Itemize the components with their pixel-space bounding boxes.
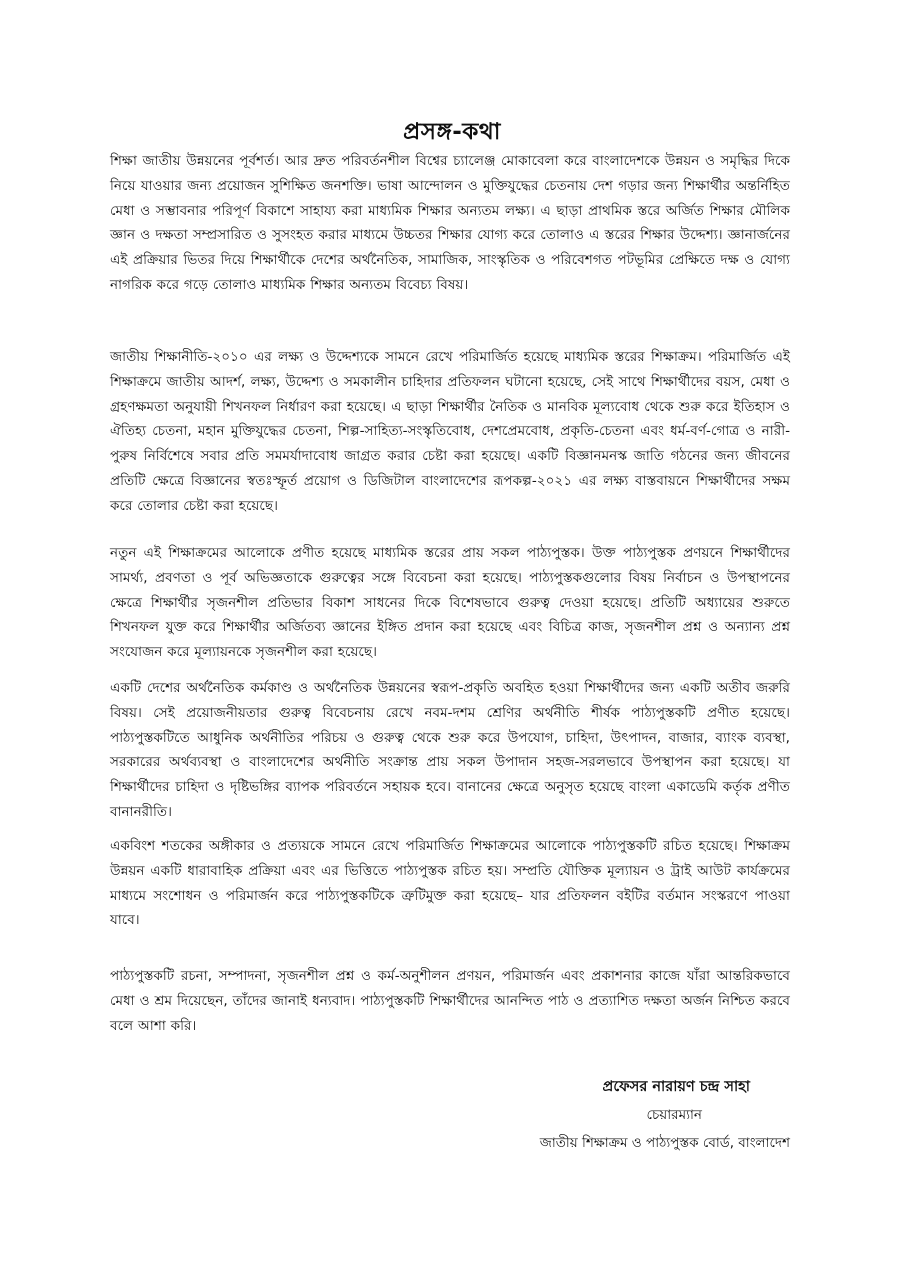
paragraph: শিক্ষা জাতীয় উন্নয়নের পূর্বশর্ত। আর দ্রুত পরিবর্তনশীল বিশ্বের চ্যালেঞ্জ মোকাবেলা করে বাংলাদেশকে উন্নয়ন ও সমৃদ্ধির দিকে নিয়ে যাওয়ার জন্য প্রয়োজন সুশিক্ষিত জনশক্তি। ভাষা আন্দোলন ও মুক্তিযুদ্ধের চেতনায় দেশ গড়ার জন্য শিক্ষার্থীর অন্তর্নিহিত মেধা ও সম্ভাবনার পরিপূর্ণ বিকাশে সাহায্য করা মাধ্যমিক শিক্ষার অন্যতম লক্ষ্য। এ ছাড়া প্রাথমিক স্তরে অর্জিত শিক্ষার মৌলিক জ্ঞান ও দক্ষতা সম্প্রসারিত ও সুসংহত করার মাধ্যমে উচ্চতর শিক্ষার যোগ্য করে তোলাও এ স্তরের শিক্ষার উদ্দেশ্য। জ্ঞানার্জনের এই প্রক্রিয়ার ভিতর দিয়ে শিক্ষার্থীকে দেশের অর্থনৈতিক, সামাজিক, সাংস্কৃতিক ও পরিবেশগত পটভূমির প্রেক্ষিতে দক্ষ ও যোগ্য নাগরিক করে গড়ে তোলাও মাধ্যমিক শিক্ষার অন্যতম বিবেচ্য বিষয়।	[110, 153, 790, 293]
signatory-role: চেয়ারম্যান	[646, 1107, 702, 1123]
page-title: প্রসঙ্গ-কথা	[403, 119, 501, 145]
paragraph: পাঠ্যপুস্তকটি রচনা, সম্পাদনা, সৃজনশীল প্রশ্ন ও কর্ম-অনুশীলন প্রণয়ন, পরিমার্জন এবং প্রকাশনার কাজে যাঁরা আন্তরিকভাবে মেধা ও শ্রম দিয়েছেন, তাঁদের জানাই ধন্যবাদ। পাঠ্যপুস্তকটি শিক্ষার্থীদের আনন্দিত পাঠ ও প্রত্যাশিত দক্ষতা অর্জন নিশ্চিত করবে বলে আশা করি।	[110, 968, 790, 1034]
signatory-organization: জাতীয় শিক্ষাক্রম ও পাঠ্যপুস্তক বোর্ড, বাংলাদেশ	[539, 1135, 790, 1151]
signatory-name: প্রফেসর নারায়ণ চন্দ্র সাহা	[602, 1079, 750, 1095]
paragraph: একটি দেশের অর্থনৈতিক কর্মকাণ্ড ও অর্থনৈতিক উন্নয়নের স্বরূপ-প্রকৃতি অবহিত হওয়া শিক্ষার্থীদের জন্য একটি অতীব জরুরি বিষয়। সেই প্রয়োজনীয়তার গুরুত্ব বিবেচনায় রেখে নবম-দশম শ্রেণির অর্থনীতি শীর্ষক পাঠ্যপুস্তকটি প্রণীত হয়েছে। পাঠ্যপুস্তকটিতে আধুনিক অর্থনীতির পরিচয় ও গুরুত্ব থেকে শুরু করে উপযোগ, চাহিদা, উৎপাদন, বাজার, ব্যাংক ব্যবস্থা, সরকারের অর্থব্যবস্থা ও বাংলাদেশের অর্থনীতি সংক্রান্ত প্রায় সকল উপাদান সহজ-সরলভাবে উপস্থাপন করা হয়েছে। যা শিক্ষার্থীদের চাহিদা ও দৃষ্টিভঙ্গির ব্যাপক পরিবর্তনে সহায়ক হবে। বানানের ক্ষেত্রে অনুসৃত হয়েছে বাংলা একাডেমি কর্তৃক প্রণীত বানানরীতি।	[110, 680, 790, 820]
paragraph: নতুন এই শিক্ষাক্রমের আলোকে প্রণীত হয়েছে মাধ্যমিক স্তরের প্রায় সকল পাঠ্যপুস্তক। উক্ত পাঠ্যপুস্তক প্রণয়নে শিক্ষার্থীদের সামর্থ্য, প্রবণতা ও পূর্ব অভিজ্ঞতাকে গুরুত্বের সঙ্গে বিবেচনা করা হয়েছে। পাঠ্যপুস্তকগুলোর বিষয় নির্বাচন ও উপস্থাপনের ক্ষেত্রে শিক্ষার্থীর সৃজনশীল প্রতিভার বিকাশ সাধনের দিকে বিশেষভাবে গুরুত্ব দেওয়া হয়েছে। প্রতিটি অধ্যায়ের শুরুতে শিখনফল যুক্ত করে শিক্ষার্থীর অর্জিতব্য জ্ঞানের ইঙ্গিত প্রদান করা হয়েছে এবং বিচিত্র কাজ, সৃজনশীল প্রশ্ন ও অন্যান্য প্রশ্ন সংযোজন করে মূল্যায়নকে সৃজনশীল করা হয়েছে।	[110, 545, 790, 661]
paragraph: একবিংশ শতকের অঙ্গীকার ও প্রত্যয়কে সামনে রেখে পরিমার্জিত শিক্ষাক্রমের আলোকে পাঠ্যপুস্তকটি রচিত হয়েছে। শিক্ষাক্রম উন্নয়ন একটি ধারাবাহিক প্রক্রিয়া এবং এর ভিত্তিতে পাঠ্যপুস্তক রচিত হয়। সম্প্রতি যৌক্তিক মূল্যায়ন ও ট্রাই আউট কার্যক্রমের মাধ্যমে সংশোধন ও পরিমার্জন করে পাঠ্যপুস্তকটিকে ত্রুটিমুক্ত করা হয়েছে– যার প্রতিফলন বইটির বর্তমান সংস্করণে পাওয়া যাবে।	[110, 838, 790, 929]
paragraph: জাতীয় শিক্ষানীতি-২০১০ এর লক্ষ্য ও উদ্দেশ্যকে সামনে রেখে পরিমার্জিত হয়েছে মাধ্যমিক স্তরের শিক্ষাক্রম। পরিমার্জিত এই শিক্ষাক্রমে জাতীয় আদর্শ, লক্ষ্য, উদ্দেশ্য ও সমকালীন চাহিদার প্রতিফলন ঘটানো হয়েছে, সেই সাথে শিক্ষার্থীদের বয়স, মেধা ও গ্রহণক্ষমতা অনুযায়ী শিখনফল নির্ধারণ করা হয়েছে। এ ছাড়া শিক্ষার্থীর নৈতিক ও মানবিক মূল্যবোধ থেকে শুরু করে ইতিহাস ও ঐতিহ্য চেতনা, মহান মুক্তিযুদ্ধের চেতনা, শিল্প-সাহিত্য-সংস্কৃতিবোধ, দেশপ্রেমবোধ, প্রকৃতি-চেতনা এবং ধর্ম-বর্ণ-গোত্র ও নারী-পুরুষ নির্বিশেষে সবার প্রতি সমমর্যাদাবোধ জাগ্রত করার চেষ্টা করা হয়েছে। একটি বিজ্ঞানমনস্ক জাতি গঠনের জন্য জীবনের প্রতিটি ক্ষেত্রে বিজ্ঞানের স্বতঃস্ফূর্ত প্রয়োগ ও ডিজিটাল বাংলাদেশের রূপকল্প-২০২১ এর লক্ষ্য বাস্তবায়নে শিক্ষার্থীদের সক্ষম করে তোলার চেষ্টা করা হয়েছে।	[110, 349, 790, 514]
